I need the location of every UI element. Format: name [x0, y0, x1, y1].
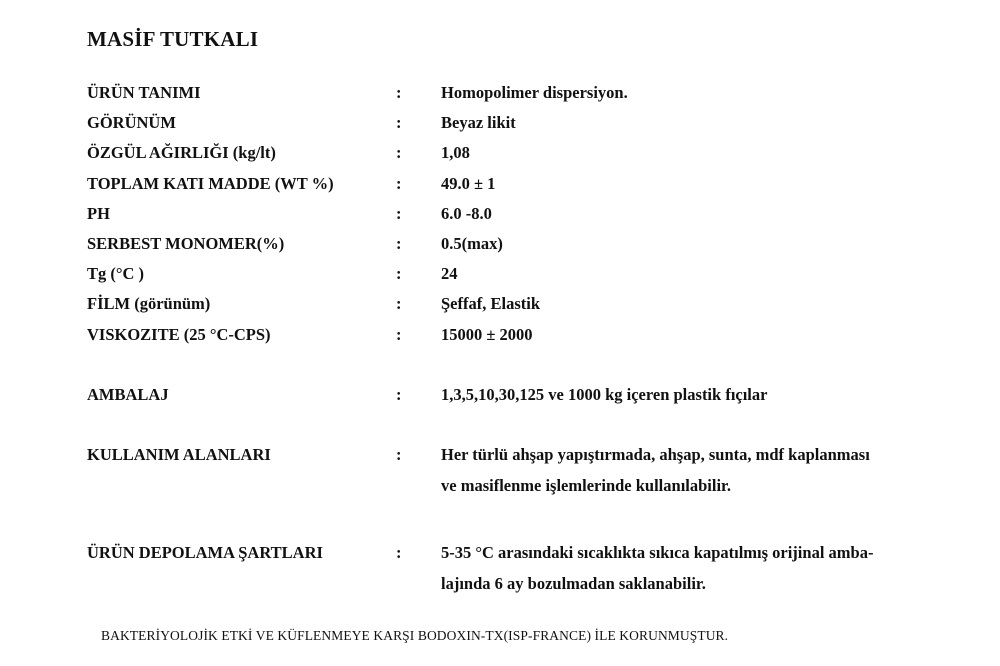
- footer-note: BAKTERİYOLOJİK ETKİ VE KÜFLENMEYE KARŞI BODOXIN-TX(ISP-FRANCE) İLE KORUNMUŞTUR.: [101, 628, 729, 643]
- spec-row: [87, 168, 987, 198]
- spec-label: SERBEST MONOMER(%): [87, 233, 285, 253]
- spec-label: TOPLAM KATI MADDE (WT %): [87, 173, 334, 193]
- spec-row: [87, 77, 987, 107]
- document-title: MASİF TUTKALI: [87, 27, 259, 51]
- spec-value: Beyaz likit: [441, 113, 516, 133]
- packaging-colon: :: [396, 384, 402, 404]
- spec-value: 49.0 ± 1: [441, 173, 496, 193]
- usage-line: ve masiflenme işlemlerinde kullanılabilir.: [441, 475, 731, 495]
- storage-colon: :: [396, 542, 402, 562]
- spec-label: Tg (°C ): [87, 264, 145, 284]
- packaging-value: 1,3,5,10,30,125 ve 1000 kg içeren plastik fıçılar: [441, 384, 768, 404]
- spec-value: 1,08: [441, 143, 470, 163]
- packaging-label: AMBALAJ: [87, 384, 169, 404]
- spec-colon: :: [396, 203, 402, 223]
- packaging-row: [87, 379, 987, 409]
- spec-colon: :: [396, 294, 402, 314]
- spec-value: Şeffaf, Elastik: [441, 294, 540, 314]
- spec-value: 24: [441, 264, 458, 284]
- spec-colon: :: [396, 233, 402, 253]
- spec-row: [87, 107, 987, 137]
- spec-value: 6.0 -8.0: [441, 203, 492, 223]
- spec-row: [87, 198, 987, 228]
- spec-row: [87, 137, 987, 167]
- spec-row: [87, 288, 987, 318]
- storage-line: 5-35 °C arasındaki sıcaklıkta sıkıca kapatılmış orijinal amba-: [441, 542, 874, 562]
- spec-label: PH: [87, 203, 110, 223]
- spec-colon: :: [396, 264, 402, 284]
- spec-colon: :: [396, 324, 402, 344]
- usage-line: Her türlü ahşap yapıştırmada, ahşap, sunta, mdf kaplanması: [441, 444, 870, 464]
- usage-value: [441, 439, 987, 507]
- spec-label: ÖZGÜL AĞIRLIĞI (kg/lt): [87, 143, 276, 163]
- usage-row: [87, 439, 987, 507]
- spec-colon: :: [396, 113, 402, 133]
- spec-label: FİLM (görünüm): [87, 294, 211, 314]
- storage-label: ÜRÜN DEPOLAMA ŞARTLARI: [87, 542, 323, 562]
- spec-value: 0.5(max): [441, 233, 503, 253]
- spec-colon: :: [396, 83, 402, 102]
- spec-row: [87, 228, 987, 258]
- usage-colon: :: [396, 444, 402, 464]
- spec-value: 15000 ± 2000: [441, 324, 533, 344]
- storage-row: [87, 537, 987, 605]
- usage-label: KULLANIM ALANLARI: [87, 444, 271, 464]
- spec-row: [87, 258, 987, 288]
- storage-line: lajında 6 ay bozulmadan saklanabilir.: [441, 573, 706, 593]
- spec-label: VISKOZITE (25 °C-CPS): [87, 324, 271, 344]
- spec-row: [87, 319, 987, 349]
- spec-colon: :: [396, 143, 402, 163]
- spec-value: Homopolimer dispersiyon.: [441, 83, 628, 102]
- spec-table: [87, 77, 987, 605]
- spec-label: ÜRÜN TANIMI: [87, 83, 201, 102]
- spec-label: GÖRÜNÜM: [87, 113, 176, 133]
- spec-colon: :: [396, 173, 402, 193]
- storage-value: [441, 537, 987, 605]
